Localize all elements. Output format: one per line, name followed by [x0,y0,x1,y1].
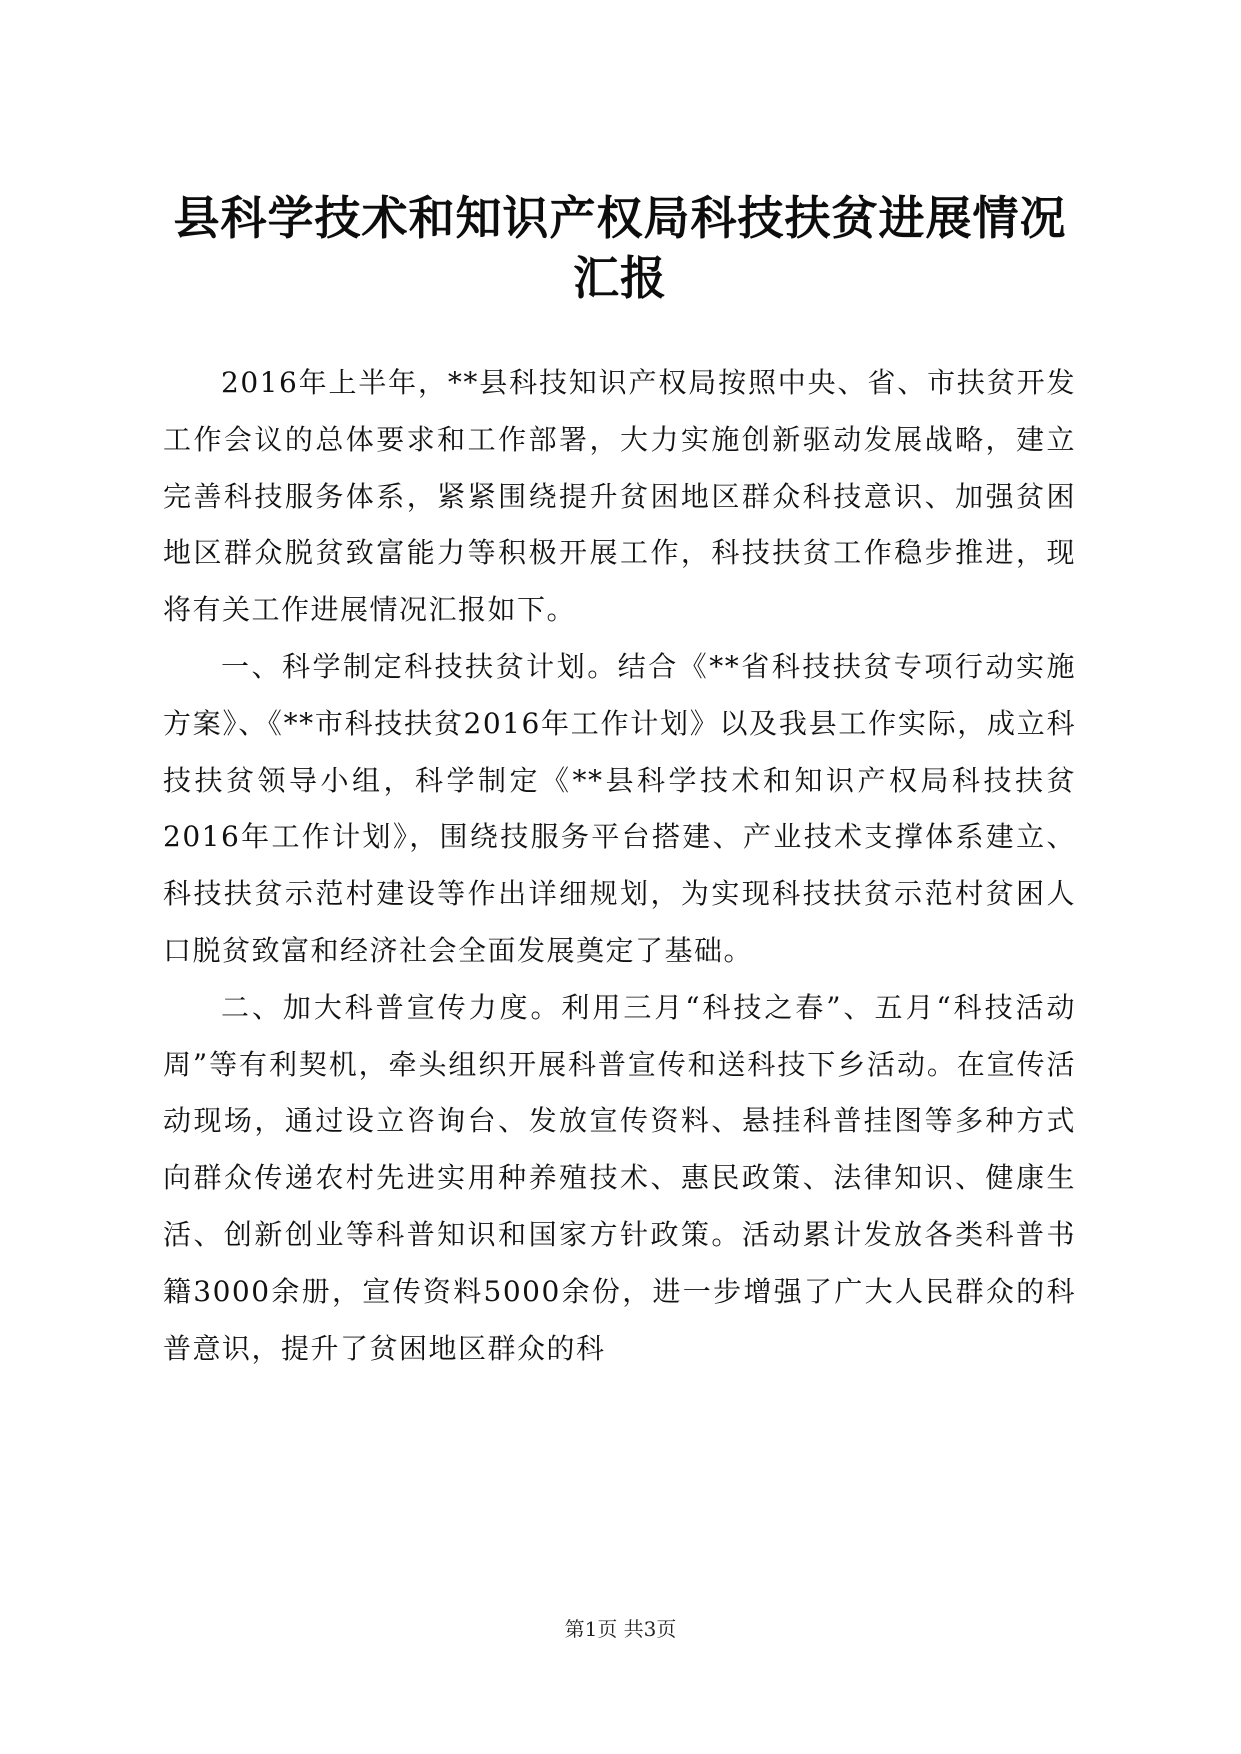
page-number: 第1页 共3页 [564,1617,677,1641]
document-body [163,355,1076,1377]
page-footer [0,1617,1241,1641]
paragraph-intro: 2016年上半年，**县科技知识产权局按照中央、省、市扶贫开发工作会议的总体要求和工作部署，大力实施创新驱动发展战略，建立完善科技服务体系，紧紧围绕提升贫困地区群众科技意识、加强贫困地区群众脱贫致富能力等积极开展工作，科技扶贫工作稳步推进，现将有关工作进展情况汇报如下。 [163,366,1076,627]
document-title: 县科学技术和知识产权局科技扶贫进展情况汇报 [173,191,1067,305]
paragraph-section-2: 二、加大科普宣传力度。利用三月“科技之春”、五月“科技活动周”等有利契机，牵头组织开展科普宣传和送科技下乡活动。在宣传活动现场，通过设立咨询台、发放宣传资料、悬挂科普挂图等多种方式向群众传递农村先进实用种养殖技术、惠民政策、法律知识、健康生活、创新创业等科普知识和国家方针政策。活动累计发放各类科普书籍3000余册，宣传资料5000余份，进一步增强了广大人民群众的科普意识，提升了贫困地区群众的科 [163,990,1076,1365]
paragraph-section-1: 一、科学制定科技扶贫计划。结合《**省科技扶贫专项行动实施方案》、《**市科技扶贫2016年工作计划》以及我县工作实际，成立科技扶贫领导小组，科学制定《**县科学技术和知识产权局科技扶贫2016年工作计划》，围绕技服务平台搭建、产业技术支撑体系建立、科技扶贫示范村建设等作出详细规划，为实现科技扶贫示范村贫困人口脱贫致富和经济社会全面发展奠定了基础。 [163,649,1076,967]
